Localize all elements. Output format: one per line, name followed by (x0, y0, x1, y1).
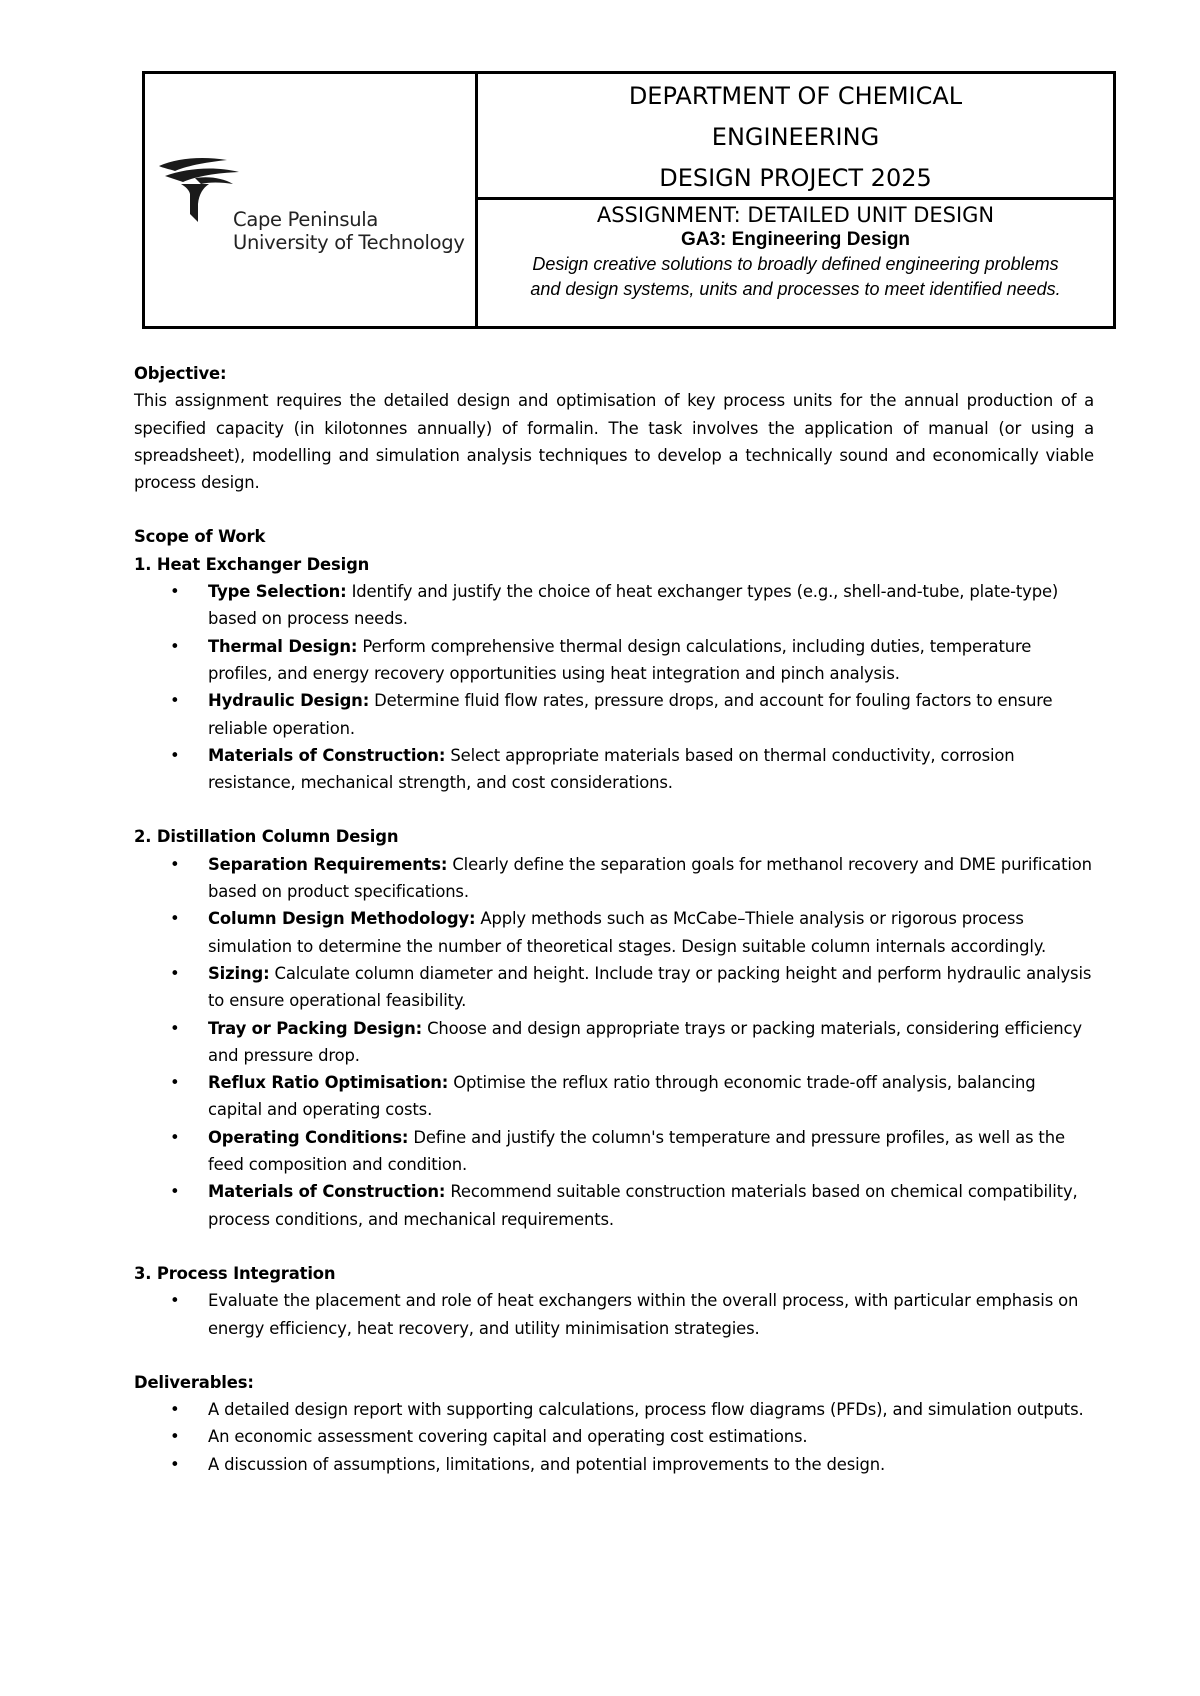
item-text: Define and justify the column's temperature and pressure profiles, as well as the feed composition and condition. (208, 1127, 1065, 1175)
item-text: Evaluate the placement and role of heat exchangers within the overall process, with particular emphasis on energy efficiency, heat recovery, and utility minimisation strategies. (208, 1291, 1079, 1338)
section-title-process-integration: 3. Process Integration (134, 1263, 336, 1283)
item-text: Determine fluid flow rates, pressure drops, and account for fouling factors to ensure reliable operation. (208, 691, 1053, 738)
list-item (134, 1178, 1094, 1233)
scope-heading: Scope of Work (134, 527, 266, 547)
ga-description: Design creative solutions to broadly defined engineering problems and design systems, units and processes to meet identified needs. (530, 254, 1061, 299)
header-table (142, 71, 1116, 329)
item-term: Tray or Packing Design: (208, 1018, 423, 1038)
list-item (134, 960, 1094, 1015)
dept-line-3: DESIGN PROJECT 2025 (659, 164, 932, 192)
item-term: Operating Conditions: (208, 1127, 409, 1147)
list-item (134, 1015, 1094, 1070)
objective-text: This assignment requires the detailed design and optimisation of key process units for the annual production of a specified capacity (in kilotonnes annually) of formalin. The task involves the application of manual (or using a spreadsheet), modelling and simulation analysis techniques to develop a technically sound and economically viable process design. (134, 391, 1094, 493)
spacer (134, 1342, 1094, 1369)
item-term: Thermal Design: (208, 636, 358, 656)
item-term: Materials of Construction: (208, 745, 446, 765)
document-body (134, 360, 1094, 1478)
department-title (478, 74, 1113, 200)
logo-line-2: University of Technology (233, 231, 465, 254)
spacer (134, 796, 1094, 823)
list-item: • A discussion of assumptions, limitations, and potential improvements to the design. (134, 1451, 1094, 1478)
item-text: Optimise the reflux ratio through economic trade-off analysis, balancing capital and operating costs. (208, 1073, 1036, 1120)
list-item: • A detailed design report with supporting calculations, process flow diagrams (PFDs), and simulation outputs. (134, 1396, 1094, 1423)
list-item (134, 1124, 1094, 1179)
logo-line-1: Cape Peninsula (233, 208, 379, 231)
section-title-heat-exchanger: 1. Heat Exchanger Design (134, 554, 370, 574)
logo-text (233, 208, 465, 254)
section-title-distillation: 2. Distillation Column Design (134, 827, 399, 847)
list-item (134, 851, 1094, 906)
title-cell (478, 74, 1113, 326)
item-text: Apply methods such as McCabe–Thiele analysis or rigorous process simulation to determine the number of theoretical stages. Design suitable column internals accordingly. (208, 909, 1047, 956)
list-item (134, 578, 1094, 633)
item-term: Sizing: (208, 963, 270, 983)
assignment-block (478, 200, 1113, 302)
list-item (134, 1287, 1094, 1342)
objective-heading: Objective: (134, 364, 227, 383)
item-text: Calculate column diameter and height. Include tray or packing height and perform hydraulic analysis to ensure operational feasibility. (208, 963, 1092, 1011)
list-item (134, 633, 1094, 688)
list-item (134, 905, 1094, 960)
item-term: Column Design Methodology: (208, 909, 476, 929)
spacer (134, 1233, 1094, 1260)
list-item (134, 1069, 1094, 1124)
item-term: Hydraulic Design: (208, 691, 370, 711)
spacer (134, 496, 1094, 523)
item-term: Materials of Construction: (208, 1182, 446, 1202)
assignment-title: ASSIGNMENT: DETAILED UNIT DESIGN (596, 203, 995, 227)
heat-exchanger-list (134, 578, 1094, 796)
deliverables-list (134, 1396, 1094, 1478)
item-text: Clearly define the separation goals for methanol recovery and DME purification based on product specifications. (208, 854, 1092, 902)
item-text: Select appropriate materials based on thermal conductivity, corrosion resistance, mechanical strength, and cost considerations. (208, 745, 1015, 793)
item-term: Separation Requirements: (208, 854, 448, 874)
item-text: Choose and design appropriate trays or packing materials, considering efficiency and pressure drop. (208, 1018, 1082, 1065)
item-text: Identify and justify the choice of heat exchanger types (e.g., shell-and-tube, plate-type) based on process needs. (208, 582, 1059, 629)
item-term: Reflux Ratio Optimisation: (208, 1073, 449, 1093)
dept-line-1: DEPARTMENT OF CHEMICAL (628, 82, 963, 110)
item-text: Recommend suitable construction materials based on chemical compatibility, process conditions, and mechanical requirements. (208, 1182, 1078, 1229)
list-item (134, 687, 1094, 742)
item-text: Perform comprehensive thermal design calculations, including duties, temperature profiles, and energy recovery opportunities using heat integration and pinch analysis. (208, 636, 1032, 683)
deliverables-heading: Deliverables: (134, 1372, 254, 1392)
dept-line-2: ENGINEERING (711, 123, 880, 151)
item-term: Type Selection: (208, 582, 347, 602)
logo-cell (145, 74, 478, 326)
process-integration-list (134, 1287, 1094, 1342)
list-item (134, 742, 1094, 797)
distillation-list (134, 851, 1094, 1233)
list-item: • An economic assessment covering capital and operating cost estimations. (134, 1423, 1094, 1450)
ga-title: GA3: Engineering Design (680, 229, 911, 250)
